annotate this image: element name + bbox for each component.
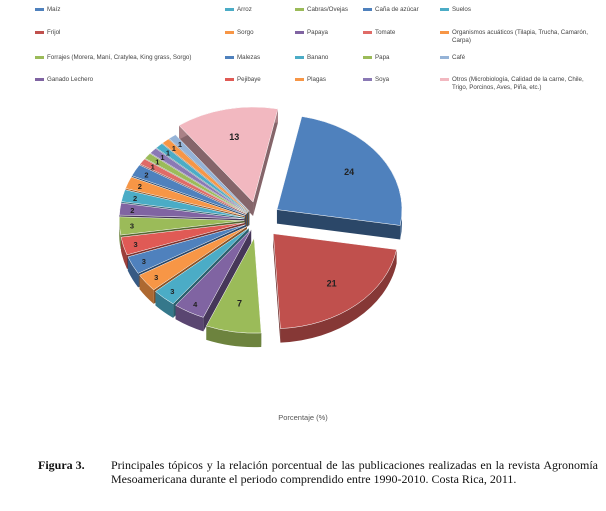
data-label: 1 bbox=[150, 162, 155, 172]
legend-item bbox=[440, 6, 600, 14]
legend-label: Suelos bbox=[452, 6, 471, 13]
legend-item bbox=[363, 54, 437, 62]
legend-label: Maíz bbox=[47, 6, 61, 13]
legend-swatch bbox=[295, 8, 304, 11]
legend-swatch bbox=[363, 8, 372, 11]
legend-item bbox=[363, 6, 437, 14]
legend-label: Soya bbox=[375, 76, 390, 83]
legend-label: Forrajes (Morera, Maní, Cratylea, King grass, Sorgo) bbox=[47, 54, 192, 61]
legend-swatch bbox=[440, 31, 449, 34]
legend-swatch bbox=[35, 78, 44, 81]
legend-label: Caña de azúcar bbox=[375, 6, 419, 13]
data-label: 3 bbox=[170, 286, 175, 296]
legend-swatch bbox=[295, 31, 304, 34]
legend-item bbox=[295, 6, 361, 14]
data-label: 21 bbox=[326, 278, 337, 289]
legend-swatch bbox=[35, 56, 44, 59]
legend-label: Pejibaye bbox=[237, 76, 261, 83]
data-label: 3 bbox=[154, 273, 159, 283]
caption-label: Figura 3. bbox=[38, 458, 85, 472]
data-label: 1 bbox=[171, 144, 176, 154]
legend-label: Plagas bbox=[307, 76, 326, 83]
legend-item bbox=[225, 29, 291, 37]
legend-label: Papa bbox=[375, 54, 390, 61]
legend-item bbox=[35, 29, 215, 37]
legend-label: Cabras/Ovejas bbox=[307, 6, 348, 13]
legend-swatch bbox=[225, 56, 234, 59]
legend-swatch bbox=[440, 56, 449, 59]
legend-item bbox=[295, 54, 361, 62]
legend-swatch bbox=[440, 8, 449, 11]
x-axis-label: Porcentaje (%) bbox=[278, 413, 328, 422]
data-label: 24 bbox=[344, 166, 355, 177]
legend-label: Frijol bbox=[47, 29, 61, 36]
legend-item bbox=[35, 6, 215, 14]
data-label: 1 bbox=[155, 157, 160, 167]
pie-slice bbox=[277, 116, 402, 239]
data-label: 13 bbox=[229, 132, 240, 143]
data-label: 3 bbox=[141, 257, 146, 267]
legend-item bbox=[363, 29, 437, 37]
legend-item bbox=[225, 76, 291, 84]
data-label: 2 bbox=[132, 193, 138, 203]
legend-swatch bbox=[295, 78, 304, 81]
legend-label: Malezas bbox=[237, 54, 261, 61]
legend-label: Ganado Lechero bbox=[47, 76, 94, 83]
data-label: 3 bbox=[129, 221, 134, 231]
caption-text: Principales tópicos y la relación porcentual de las publicaciones realizadas en la revista Agronomía Mesoamericana durante el periodo comprendido entre 1990-2010. Costa Rica, 2011. bbox=[111, 458, 598, 486]
pie-chart bbox=[0, 90, 606, 420]
data-label: 1 bbox=[177, 140, 183, 150]
legend-item bbox=[440, 29, 600, 45]
legend-label: Arroz bbox=[237, 6, 252, 13]
figure-caption bbox=[38, 458, 598, 486]
legend-item bbox=[35, 54, 215, 62]
legend-swatch bbox=[363, 31, 372, 34]
legend-label: Tomate bbox=[375, 29, 396, 36]
chart-legend bbox=[0, 0, 606, 100]
legend-label: Organismos acuáticos (Tilapia, Trucha, Camarón, Carpa) bbox=[452, 29, 588, 44]
legend-item bbox=[225, 6, 291, 14]
legend-swatch bbox=[35, 8, 44, 11]
legend-item bbox=[35, 76, 215, 84]
legend-label: Sorgo bbox=[237, 29, 254, 36]
data-label: 2 bbox=[144, 170, 149, 180]
legend-label: Café bbox=[452, 54, 466, 61]
legend-item bbox=[295, 29, 361, 37]
legend-swatch bbox=[35, 31, 44, 34]
legend-swatch bbox=[363, 78, 372, 81]
pie-slice-top bbox=[277, 116, 402, 225]
legend-swatch bbox=[295, 56, 304, 59]
legend-label: Papaya bbox=[307, 29, 328, 36]
legend-swatch bbox=[225, 31, 234, 34]
legend-label: Banano bbox=[307, 54, 329, 61]
legend-label: Otros (Microbiología, Calidad de la carne, Chile, Trigo, Porcinos, Aves, Piña, etc.) bbox=[452, 76, 584, 91]
legend-item bbox=[363, 76, 437, 84]
data-label: 2 bbox=[130, 205, 135, 215]
data-label: 3 bbox=[133, 239, 138, 249]
legend-swatch bbox=[363, 56, 372, 59]
legend-item bbox=[440, 54, 600, 62]
data-label: 4 bbox=[193, 299, 198, 309]
legend-swatch bbox=[225, 78, 234, 81]
legend-swatch bbox=[225, 8, 234, 11]
data-label: 2 bbox=[137, 181, 142, 191]
data-label: 1 bbox=[160, 152, 165, 162]
data-label: 7 bbox=[237, 298, 243, 309]
data-label: 1 bbox=[165, 148, 171, 158]
legend-item bbox=[295, 76, 361, 84]
legend-swatch bbox=[440, 78, 449, 81]
legend-item bbox=[225, 54, 291, 62]
